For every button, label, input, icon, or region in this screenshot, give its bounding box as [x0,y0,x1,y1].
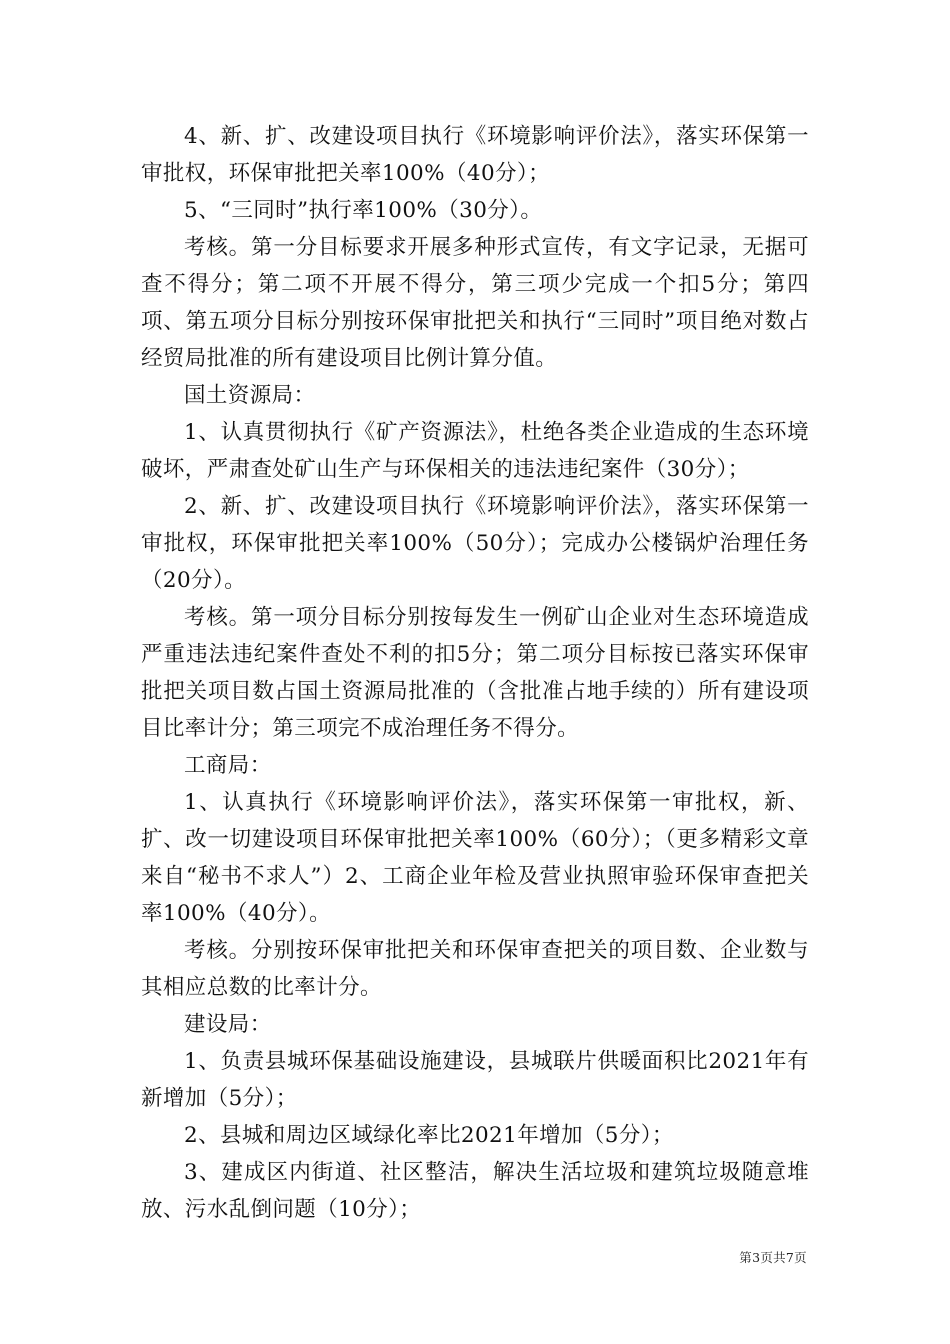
paragraph-assessment-2: 考核。第一项分目标分别按每发生一例矿山企业对生态环境造成严重违法违纪案件查处不利的扣5分；第二项分目标按已落实环保审批把关项目数占国土资源局批准的（含批准占地手续的）所有建设项目比率计分；第三项完不成治理任务不得分。 [141,605,809,741]
page-number: 第3页共7页 [739,1250,807,1265]
paragraph-commerce-items: 1、认真执行《环境影响评价法》，落实环保第一审批权，新、扩、改一切建设项目环保审批把关率100%（60分）；（更多精彩文章来自“秘书不求人”）2、工商企业年检及营业执照审验环保审查把关率100%（40分）。 [141,790,809,926]
document-body [141,118,809,1228]
paragraph-item-5: 5、“三同时”执行率100%（30分）。 [184,198,543,223]
paragraph-item-4: 4、新、扩、改建设项目执行《环境影响评价法》，落实环保第一审批权，环保审批把关率100%（40分）； [141,124,809,186]
paragraph-assessment-3: 考核。分别按环保审批把关和环保审查把关的项目数、企业数与其相应总数的比率计分。 [141,938,809,1000]
paragraph-land-item-1: 1、认真贯彻执行《矿产资源法》，杜绝各类企业造成的生态环境破坏，严肃查处矿山生产与环保相关的违法违纪案件（30分）； [141,420,809,482]
paragraph-construction-item-1: 1、负责县城环保基础设施建设，县城联片供暖面积比2021年有新增加（5分）； [141,1049,809,1111]
paragraph-land-item-2: 2、新、扩、改建设项目执行《环境影响评价法》，落实环保第一审批权，环保审批把关率100%（50分）；完成办公楼锅炉治理任务（20分）。 [141,494,809,593]
paragraph-construction-item-3: 3、建成区内街道、社区整洁，解决生活垃圾和建筑垃圾随意堆放、污水乱倒问题（10分）； [141,1160,809,1222]
section-heading-land-resources: 国土资源局： [184,383,316,408]
section-heading-construction: 建设局： [184,1012,272,1037]
paragraph-construction-item-2: 2、县城和周边区域绿化率比2021年增加（5分）； [184,1123,674,1148]
section-heading-commerce: 工商局： [184,753,272,778]
paragraph-assessment-1: 考核。第一分目标要求开展多种形式宣传，有文字记录，无据可查不得分；第二项不开展不得分，第三项少完成一个扣5分；第四项、第五项分目标分别按环保审批把关和执行“三同时”项目绝对数占经贸局批准的所有建设项目比例计算分值。 [141,235,809,371]
